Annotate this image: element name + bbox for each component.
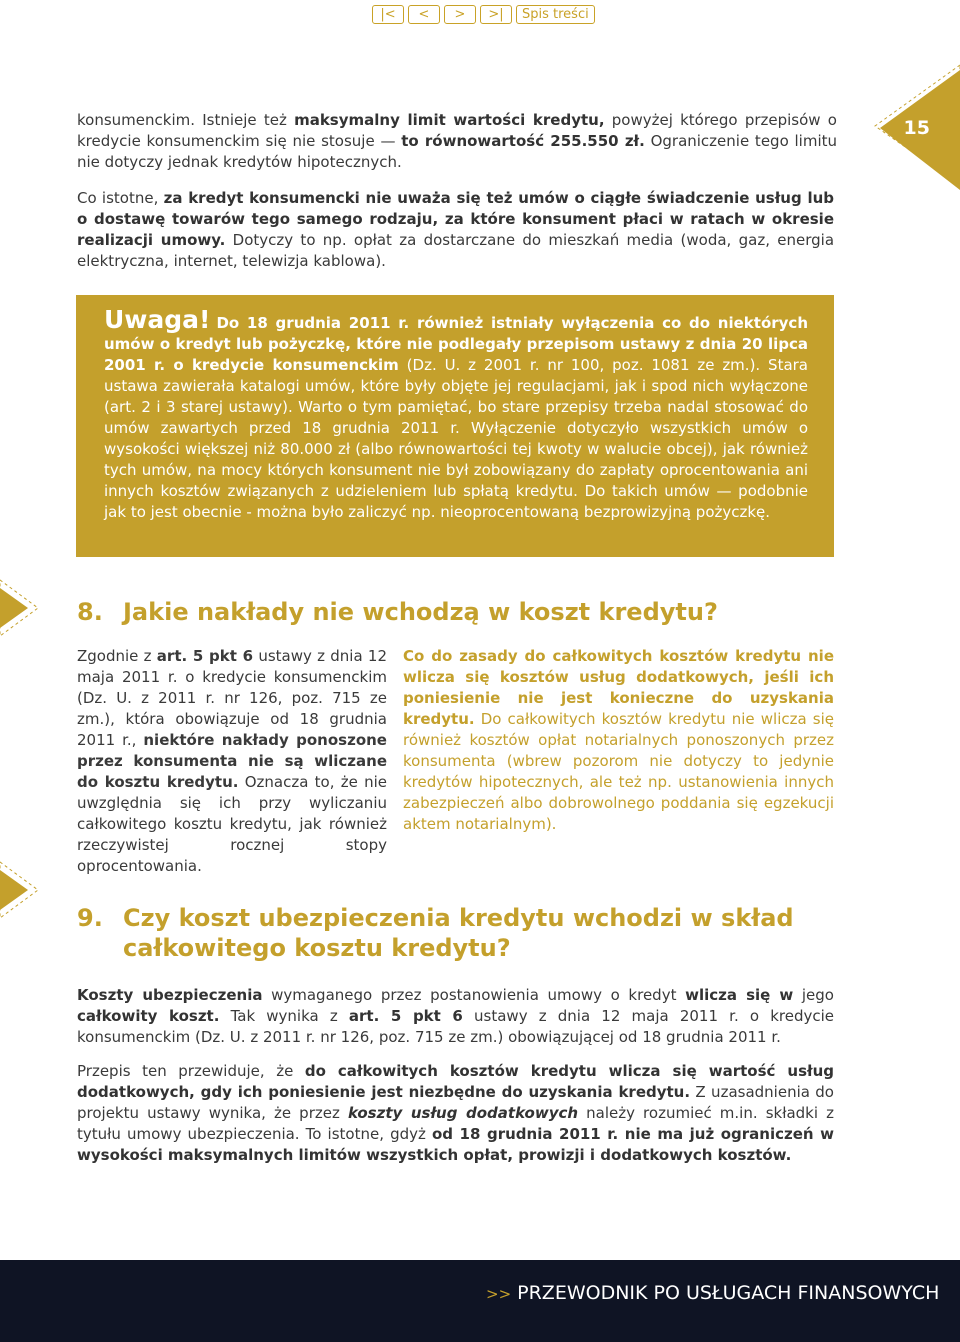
section-8-heading: 8. Jakie nakłady nie wchodzą w koszt kredytu? (77, 598, 718, 626)
arrow-icon: >> (486, 1285, 512, 1303)
page-corner-decoration (850, 0, 960, 190)
notice-label: Uwaga! (104, 305, 211, 334)
section-marker-triangle (0, 578, 40, 638)
navigation-bar (372, 5, 595, 24)
last-page-button[interactable]: >| (480, 5, 512, 24)
section-8-left-column: Zgodnie z art. 5 pkt 6 ustawy z dnia 12 maja 2011 r. o kredycie konsumenckim (Dz. U. z 2011 r. nr 126, poz. 715 ze zm.), która obowiązuje od 18 grudnia 2011 r., niektóre nakłady ponoszone przez konsumenta nie są wliczane do kosztu kredytu. Oznacza to, że nie uwzględnia się ich przy wyliczaniu całkowitego kosztu kredytu, jak również rzeczywistej rocznej stopy oprocentowania. (77, 647, 387, 875)
section-9-paragraph-2: Przepis ten przewiduje, że do całkowitych kosztów kredytu wlicza się wartość usług dodatkowych, gdy ich poniesienie jest niezbędne do uzyskania kredytu. Z uzasadnienia do projektu ustawy wynika, że przez koszty usług dodatkowych należy rozumieć m.in. składki z tytułu umowy ubezpieczenia. To istotne, gdyż od 18 grudnia 2011 r. nie ma już ograniczeń w wysokości maksymalnych limitów wszystkich opłat, prowizji i dodatkowych kosztów. (77, 1062, 835, 1164)
section-marker-triangle (0, 860, 40, 920)
section-9-heading: 9. Czy koszt ubezpieczenia kredytu wchodzi w skład całkowitego kosztu kredytu? (77, 904, 794, 962)
page-number: 15 (903, 117, 930, 139)
paragraph-exclusions: Co istotne, za kredyt konsumencki nie uważa się też umów o ciągłe świadczenie usług lub o dostawę towarów tego samego rodzaju, za które konsument płaci w ratach w okresie realizacji umowy. Dotyczy to np. opłat za dostarczane do mieszkań media (woda, gaz, energia elektryczna, internet, telewizja kablowa). (77, 189, 835, 270)
section-8-right-column: Co do zasady do całkowitych kosztów kredytu nie wlicza się kosztów usług dodatkowych, jeśli ich poniesienie nie jest konieczne do uzyskania kredytu. Do całkowitych kosztów kredytu nie wlicza się również kosztów opłat notarialnych ponoszonych przez konsumenta (wbrew pozorom nie dotyczy to jedynie kredytów hipotecznych, ale też np. ustanowienia innych zabezpieczeń albo dobrowolnego poddania się egzekucji aktem notarialnym). (403, 647, 834, 833)
footer-title: >> PRZEWODNIK PO USŁUGACH FINANSOWYCH (486, 1282, 940, 1304)
first-page-button[interactable]: |< (372, 5, 404, 24)
next-page-button[interactable]: > (444, 5, 476, 24)
footer-bar (0, 1260, 960, 1342)
table-of-contents-button[interactable]: Spis treści (516, 5, 595, 24)
notice-text: Uwaga! Do 18 grudnia 2011 r. również istniały wyłączenia co do niektórych umów o kredyt lub pożyczkę, które nie podlegały przepisom ustawy z dnia 20 lipca 2001 r. o kredycie konsumenckim (Dz. U. z 2001 r. nr 100, poz. 1081 ze zm.). Stara ustawa zawierała katalogi umów, które były objęte jej regulacjami, jak i spod nich wyłączone (art. 2 i 3 starej ustawy). Warto o tym pamiętać, bo stare przepisy trzeba nadal stosować do umów zawartych przed 18 grudnia 2011 r. Wyłączenie dotyczyło wszystkich umów o wysokości większej niż 80.000 zł (albo równowartości tej kwoty w walucie obcej), jak również tych umów, na mocy których konsument nie był zobowiązany do zapłaty oprocentowania ani innych kosztów związanych z udzieleniem lub spłatą kredytu. Do takich umów — podobnie jak to jest obecnie - można było zaliczyć np. nieoprocentowaną bezprowizyjną pożyczkę. (104, 305, 808, 521)
section-9-paragraph-1: Koszty ubezpieczenia wymaganego przez postanowienia umowy o kredyt wlicza się w jego całkowity koszt. Tak wynika z art. 5 pkt 6 ustawy z dnia 12 maja 2011 r. o kredycie konsumenckim (Dz. U. z 2011 r. nr 126, poz. 715 ze zm.) obowiązującej od 18 grudnia 2011 r. (77, 986, 834, 1046)
notice-box (76, 295, 834, 557)
previous-page-button[interactable]: < (408, 5, 440, 24)
intro-paragraph: konsumenckim. Istnieje też maksymalny limit wartości kredytu, powyżej którego przepisów o kredycie konsumenckim się nie stosuje — to równowartość 255.550 zł. Ograniczenie tego limitu nie dotyczy jednak kredytów hipotecznych. (77, 111, 837, 171)
